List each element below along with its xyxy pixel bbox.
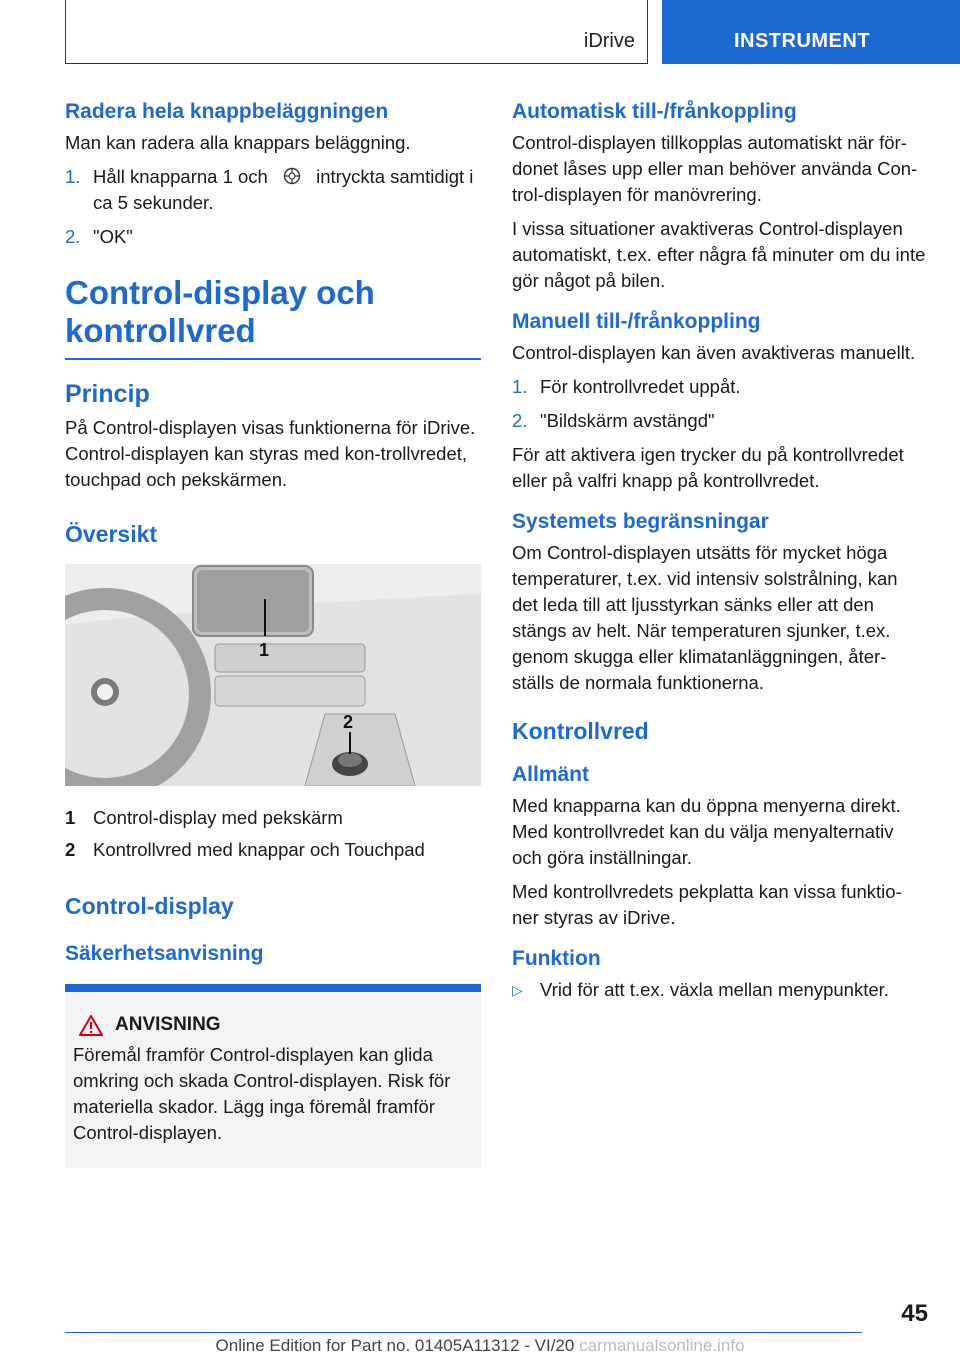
princip-text: På Control-displayen visas funktionerna för iDrive. Control-displayen kan styras med kon-trollvredet, touchpad och pekskärmen. <box>65 417 476 490</box>
right-column <box>512 100 928 1011</box>
auto-p1: Control-displayen tillkopplas automatiskt när för-donet låses upp eller man behöver använda Con-trol-displayen för manövrering. <box>512 132 918 205</box>
allmant-title: Allmänt <box>512 763 590 786</box>
step-text <box>93 164 481 216</box>
radera-step-1 <box>65 164 481 216</box>
step-text-b: intryckta samtidigt i ca 5 sekunder. <box>93 166 474 213</box>
system-text: Om Control-displayen utsätts för mycket höga temperaturer, t.ex. vid intensiv solstrålning, kan det leda till att ljusstyrkan sänks eller att den stängs av helt. När temperaturen sjunker, t.ex. genom skugga eller klimatanläggningen, åter-ställs de normala funktionerna. <box>512 542 898 693</box>
legend-number: 1 <box>65 807 76 828</box>
footer-rule <box>65 1332 862 1333</box>
page-number: 45 <box>901 1300 928 1327</box>
step-number: 1. <box>65 166 81 187</box>
kontroll-title: Kontrollvred <box>512 718 649 744</box>
legend-number: 2 <box>65 839 76 860</box>
left-column <box>65 100 481 1168</box>
figure-callout-1: 1 <box>259 640 270 660</box>
step-text: "OK" <box>93 226 133 247</box>
bullet-triangle-icon: ▷ <box>512 982 523 998</box>
footer <box>0 1336 960 1356</box>
step-number: 2. <box>65 226 81 247</box>
manuell-text: Control-displayen kan även avaktiveras manuellt. <box>512 342 916 363</box>
footer-watermark: carmanualsonline.info <box>579 1336 745 1355</box>
radera-title: Radera hela knappbeläggningen <box>65 100 389 123</box>
step-text: För kontrollvredet uppåt. <box>540 376 741 397</box>
manuell-after: För att aktivera igen trycker du på kontrollvredet eller på valfri knapp på kontrollvredet. <box>512 444 904 491</box>
auto-title: Automatisk till-/frånkoppling <box>512 100 797 123</box>
funktion-bullet <box>512 977 928 1003</box>
warning-box <box>65 992 481 1168</box>
header-section: iDrive <box>583 30 635 52</box>
step-text: "Bildskärm avstängd" <box>540 410 715 431</box>
manuell-step-1 <box>512 374 928 400</box>
step-number: 2. <box>512 410 528 431</box>
button-icon <box>281 167 303 185</box>
oversikt-title: Översikt <box>65 521 158 547</box>
title-rule <box>65 358 481 360</box>
footer-edition: Online Edition for Part no. 01405A11312 - VI/20 <box>215 1336 575 1355</box>
funktion-title: Funktion <box>512 947 601 970</box>
figure-callout-2: 2 <box>343 712 354 732</box>
legend-text: Control-display med pekskärm <box>93 807 343 828</box>
manuell-step-2 <box>512 408 928 434</box>
system-title: Systemets begränsningar <box>512 510 769 533</box>
allmant-p2: Med kontrollvredets pekplatta kan vissa funktio-ner styras av iDrive. <box>512 881 902 928</box>
dashboard-figure <box>65 564 481 786</box>
control-display-title: Control-display <box>65 893 234 919</box>
legend-text: Kontrollvred med knappar och Touchpad <box>93 839 425 860</box>
header-chapter-tab[interactable] <box>662 0 960 64</box>
legend-item <box>65 805 481 831</box>
bullet-text: Vrid för att t.ex. växla mellan menypunkter. <box>540 979 889 1000</box>
warning-icon <box>79 1014 103 1036</box>
manuell-title: Manuell till-/frånkoppling <box>512 310 761 333</box>
main-title: Control-display och kontrollvred <box>65 274 375 349</box>
warning-bar <box>65 984 481 992</box>
auto-p2: I vissa situationer avaktiveras Control-displayen automatiskt, t.ex. efter några få minuter om du inte gör något på bilen. <box>512 218 926 291</box>
radera-text: Man kan radera alla knappars beläggning. <box>65 132 411 153</box>
radera-step-2 <box>65 224 481 250</box>
warning-title: ANVISNING <box>115 1014 221 1035</box>
allmant-p1: Med knapparna kan du öppna menyerna direkt. Med kontrollvredet kan du välja menyalternativ och göra inställningar. <box>512 795 901 868</box>
header-chapter: INSTRUMENT <box>733 30 871 52</box>
warning-heading <box>73 1014 473 1036</box>
legend-item <box>65 837 481 863</box>
princip-title: Princip <box>65 380 150 408</box>
step-text-a: Håll knapparna 1 och <box>93 166 268 187</box>
header-frame <box>65 0 648 64</box>
step-number: 1. <box>512 376 528 397</box>
warning-text: Föremål framför Control-displayen kan glida omkring och skada Control-displayen. Risk för materiella skador. Lägg inga föremål framför Control-displayen. <box>73 1044 451 1143</box>
sakerhet-title: Säkerhetsanvisning <box>65 942 264 965</box>
